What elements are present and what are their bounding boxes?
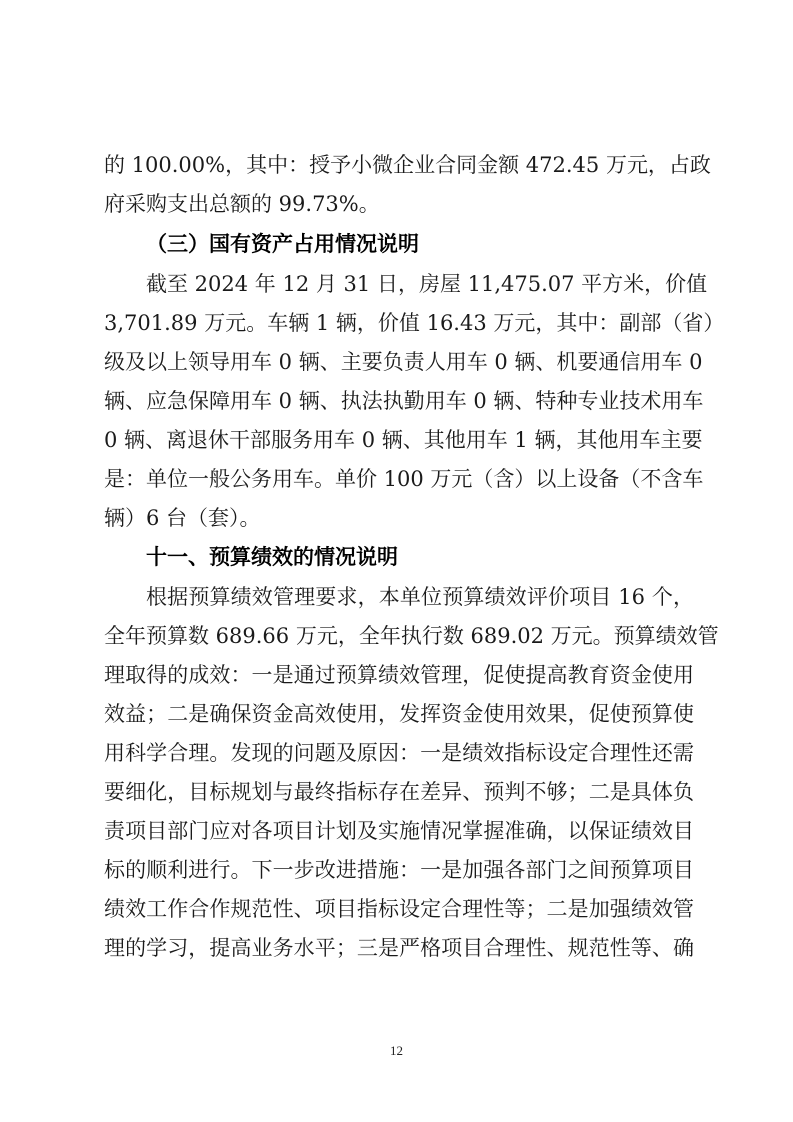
- body-line: 辆、应急保障用车 0 辆、执法执勤用车 0 辆、特种专业技术用车: [104, 389, 704, 413]
- body-line: 3,701.89 万元。车辆 1 辆，价值 16.43 万元，其中：副部（省）: [104, 311, 725, 335]
- body-line: 截至 2024 年 12 月 31 日，房屋 11,475.07 平方米，价值: [146, 272, 708, 296]
- body-line: 绩效工作合作规范性、项目指标设定合理性等；二是加强绩效管: [104, 897, 694, 921]
- body-line: 要细化，目标规划与最终指标存在差异、预判不够；二是具体负: [104, 780, 694, 804]
- body-line: 级及以上领导用车 0 辆、主要负责人用车 0 辆、机要通信用车 0: [104, 350, 703, 374]
- body-line: 理的学习，提高业务水平；三是严格项目合理性、规范性等、确: [104, 936, 694, 960]
- body-line: 府采购支出总额的 99.73%。: [104, 192, 380, 216]
- body-line: 标的顺利进行。下一步改进措施：一是加强各部门之间预算项目: [104, 858, 694, 882]
- section-heading-state-assets: （三）国有资产占用情况说明: [146, 232, 419, 256]
- body-line: 0 辆、离退休干部服务用车 0 辆、其他用车 1 辆，其他用车主要: [104, 428, 703, 452]
- body-line: 理取得的成效：一是通过预算绩效管理，促使提高教育资金使用: [104, 663, 694, 687]
- page-number: 12: [390, 1043, 403, 1058]
- section-heading-budget-performance: 十一、预算绩效的情况说明: [146, 545, 398, 569]
- body-line: 辆）6 台（套）。: [104, 506, 261, 530]
- body-line: 根据预算绩效管理要求，本单位预算绩效评价项目 16 个，: [146, 585, 694, 609]
- body-line: 用科学合理。发现的问题及原因：一是绩效指标设定合理性还需: [104, 741, 694, 765]
- body-line: 责项目部门应对各项目计划及实施情况掌握准确，以保证绩效目: [104, 819, 694, 843]
- body-line: 效益；二是确保资金高效使用，发挥资金使用效果，促使预算使: [104, 702, 694, 726]
- body-line: 是：单位一般公务用车。单价 100 万元（含）以上设备（不含车: [104, 467, 704, 491]
- body-line: 的 100.00%，其中：授予小微企业合同金额 472.45 万元，占政: [104, 153, 711, 177]
- body-line: 全年预算数 689.66 万元，全年执行数 689.02 万元。预算绩效管: [104, 624, 719, 648]
